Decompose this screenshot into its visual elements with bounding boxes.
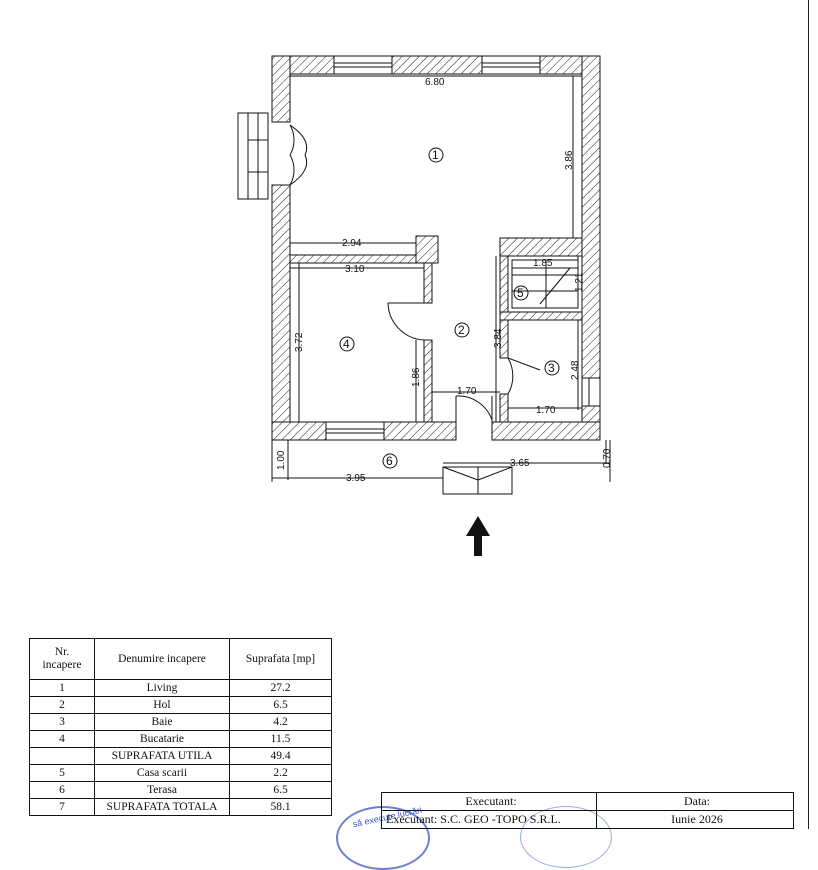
table-row [30, 782, 332, 799]
row-area: 11.5 [230, 731, 332, 748]
rooms-table [29, 638, 332, 816]
stamp-text: să execute lucrări [351, 804, 423, 830]
exec-value-row [382, 811, 794, 829]
row-name: SUPRAFATA TOTALA [95, 799, 230, 816]
room-number-6: 6 [386, 454, 393, 468]
row-area: 2.2 [230, 765, 332, 782]
table-header-row [30, 639, 332, 680]
entrance-arrow [466, 516, 490, 556]
room-number-4: 4 [343, 337, 350, 351]
dim-stair-width: 1.85 [533, 258, 553, 269]
executant-table [381, 792, 794, 829]
room-number-3: 3 [548, 361, 555, 375]
dim-stair-step: 1.21 [574, 272, 585, 292]
row-nr: 1 [30, 680, 95, 697]
row-area: 6.5 [230, 782, 332, 799]
row-name: Living [95, 680, 230, 697]
row-nr: 3 [30, 714, 95, 731]
dim-kitchen-wall: 1.86 [411, 367, 422, 387]
table-row [30, 799, 332, 816]
table-row [30, 731, 332, 748]
row-nr [30, 748, 95, 765]
executant-label: Executant: [382, 793, 597, 811]
row-nr: 4 [30, 731, 95, 748]
row-area: 4.2 [230, 714, 332, 731]
dim-hall-depth: 3.84 [493, 328, 504, 348]
row-name: Terasa [95, 782, 230, 799]
date-label: Data: [597, 793, 794, 811]
dim-terrace-left: 3.95 [346, 473, 366, 484]
row-nr: 7 [30, 799, 95, 816]
row-area: 27.2 [230, 680, 332, 697]
dim-kitchen-depth: 3.72 [294, 332, 305, 352]
terrace [272, 440, 610, 494]
dim-terrace-depth: 1.00 [276, 450, 287, 470]
date-value: Iunie 2026 [597, 811, 794, 829]
table-row [30, 680, 332, 697]
dim-bath-width: 1.70 [536, 405, 556, 416]
row-nr: 2 [30, 697, 95, 714]
row-name: Baie [95, 714, 230, 731]
dim-hall-width: 1.70 [457, 386, 477, 397]
table-row [30, 765, 332, 782]
row-area: 49.4 [230, 748, 332, 765]
room-number-2: 2 [458, 323, 465, 337]
table-row [30, 748, 332, 765]
dim-living-width: 6.80 [425, 77, 445, 88]
room-number-5: 5 [517, 286, 524, 300]
dim-kitchen-width: 3.10 [345, 264, 365, 275]
row-name: Casa scarii [95, 765, 230, 782]
dim-living-depth: 3.86 [564, 150, 575, 170]
header-name: Denumire incapere [95, 639, 230, 680]
dim-hall-top: 2.94 [342, 238, 362, 249]
dimension-lines [272, 76, 610, 480]
header-nr: Nr. incapere [30, 639, 95, 680]
table-row [30, 714, 332, 731]
exec-header-row [382, 793, 794, 811]
row-name: SUPRAFATA UTILA [95, 748, 230, 765]
row-area: 58.1 [230, 799, 332, 816]
header-area: Suprafata [mp] [230, 639, 332, 680]
row-area: 6.5 [230, 697, 332, 714]
dim-bath-depth: 2.48 [570, 360, 581, 380]
row-nr: 6 [30, 782, 95, 799]
room-number-1: 1 [432, 148, 439, 162]
executant-value: Executant: S.C. GEO -TOPO S.R.L. [382, 811, 597, 829]
table-row [30, 697, 332, 714]
page-border-line [808, 0, 809, 829]
dim-terrace-offset: 0.70 [602, 448, 613, 468]
row-name: Hol [95, 697, 230, 714]
row-name: Bucatarie [95, 731, 230, 748]
row-nr: 5 [30, 765, 95, 782]
dim-terrace-right: 3.65 [510, 458, 530, 469]
